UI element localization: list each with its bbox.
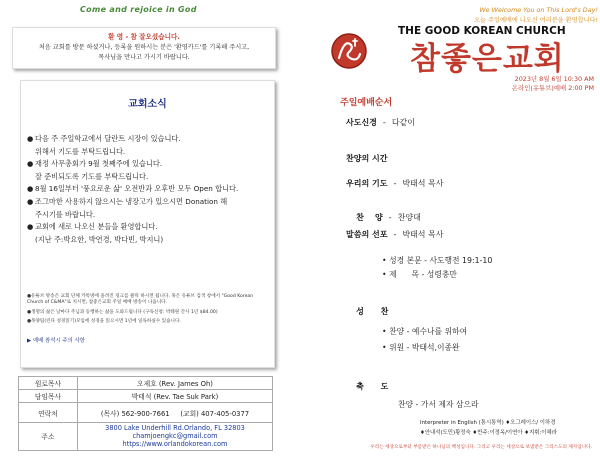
row-value: 박태석 (Rev. Tae Suk Park) [78, 390, 273, 403]
order-item: 말씀의 선포 - 박태석 목사 [346, 230, 444, 239]
row-value: (목사) 562-900-7661 (교회) 407-405-0377 [78, 403, 273, 423]
news-item: (지난 주:박요한, 박연경, 박다빈, 박지니) [35, 234, 164, 244]
closing-song: 찬양 - 가서 제자 삼으라 [398, 400, 479, 409]
website-link[interactable]: https://www.orlandokorean.com [122, 440, 228, 449]
news-box [20, 80, 275, 368]
news-item: 주시기를 바랍니다. [35, 209, 96, 219]
order-item: 사도신경 - 다같이 [346, 118, 415, 127]
news-item: ● 재정 사무총회가 9월 첫째주에 있습니다. [27, 159, 163, 169]
communion-song: • 찬양 - 예수나를 위하여 [382, 327, 468, 336]
order-item: 찬 양 - 찬양대 [356, 213, 421, 222]
table-row [19, 377, 273, 390]
address-cell [78, 423, 273, 451]
table-row [19, 390, 273, 403]
church-logo [330, 32, 368, 70]
order-item: 우리의 기도 - 박태석 목사 [346, 179, 444, 188]
table-row [19, 423, 273, 451]
church-info-table [18, 376, 273, 451]
news-title: 교회소식 [128, 99, 167, 110]
church-logo-icon [330, 32, 368, 70]
right-panel [300, 0, 600, 464]
welcome-title: 환 영 - 참 잘오셨습니다. [108, 33, 180, 41]
news-item: ● 다음 주 주일학교에서 달란트 시장이 있습니다. [27, 134, 181, 143]
welcome-korean: 오늘 주일예배에 나오신 여러분을 환영합니다! [474, 17, 598, 24]
worship-order-title: 주일예배순서 [340, 98, 393, 108]
youtube-note: ●유튜브 방송은 교회 단체 카톡방에 올려진 링크를 클릭 하시면 됩니다. 혹은 유튜브 검색 창에서 "Good Korean Church of C&MA"로 치시면, 참좋은교회 주일 예배 방송이 나옵니다. [27, 294, 254, 306]
order-item: 축 도 [356, 382, 389, 391]
row-value: 오제호 (Rev. James Oh) [78, 377, 273, 390]
table-row [19, 403, 273, 423]
email-link[interactable]: chamjoengkc@gmail.com [132, 432, 218, 441]
news-item: 위해서 기도를 부탁드립니다. [35, 146, 126, 156]
worship-notice-link[interactable]: ▶ 예배 참석시 주의 사항 [27, 338, 85, 344]
row-label: 연락처 [19, 403, 78, 423]
motto: Come and rejoice in God [80, 5, 197, 14]
news-item: ● 8월 16일부터 '풍요로운 삶' 오전반과 오후반 모두 Open 합니다. [27, 184, 239, 194]
online-service-time: 온라인(유튜브)예배 2:00 PM [511, 84, 594, 92]
news-item: ● 교회에 새로 나오신 분들을 환영합니다. [27, 222, 158, 232]
sermon-title: • 제 목 - 성령충만 [382, 270, 457, 279]
order-item: 찬양의 시간 [346, 154, 388, 163]
news-item: ● 조그마한 사용하지 않으시는 냉장고가 있으시면 Donation 해 [27, 196, 228, 206]
welcome-line-1: 처음 교회를 방문 하셨거나, 등록을 원하시는 분은 '환영카드'를 기록해 주시고, [38, 44, 250, 51]
sermon-text: • 성경 본문 - 사도행전 19:1-10 [382, 256, 493, 265]
church-name-korean: 참좋은교회 [410, 41, 565, 77]
footer-statement: 우리는 세상으로부터 부름받은 하나님의 백성입니다. 그리고 우리는 세상으로 보냄받은 그리스도의 제자입니다. [370, 445, 592, 450]
news-item: 잘 준비되도록 기도를 부탁드립니다. [35, 171, 149, 181]
row-label: 담임목사 [19, 390, 78, 403]
street-address: 3800 Lake Underhill Rd.Orlando, FL 32803 [105, 424, 245, 432]
daily-life-note: ●생명의 삶은 날마다 주님과 동행하는 삶을 도와드립니다 (구독신청: 박태원 간사 1년 $84.00) [27, 310, 218, 315]
welcome-english: We Welcome You on This Lord's Day! [479, 6, 598, 14]
row-label: 원로목사 [19, 377, 78, 390]
row-label: 주소 [19, 423, 78, 451]
welcome-box [12, 27, 276, 69]
bible-reading-note: ●목양팀(린다 성경읽기)모임에 성경을 읽으시면 1년에 일독하실수 있습니다. [27, 319, 181, 324]
welcome-line-2: 목사님을 만나고 가시기 바랍니다. [98, 54, 190, 61]
credits-line-1: Interpreter in English (통시통역) ♦오그레이스/ 이하경 [420, 420, 556, 426]
church-name-english: THE GOOD KOREAN CHURCH [398, 25, 566, 37]
credits-line-2: ♦안내석(도민)황정숙 ♦반주:이정옥/이연아 ♦지휘:이혜라 [420, 430, 557, 436]
order-item: 성 찬 [356, 307, 389, 316]
news-list [27, 133, 267, 246]
communion-committee: • 위원 - 박태석,이종완 [382, 343, 460, 352]
service-date: 2023년 8월 6일 10:30 AM [514, 75, 594, 83]
